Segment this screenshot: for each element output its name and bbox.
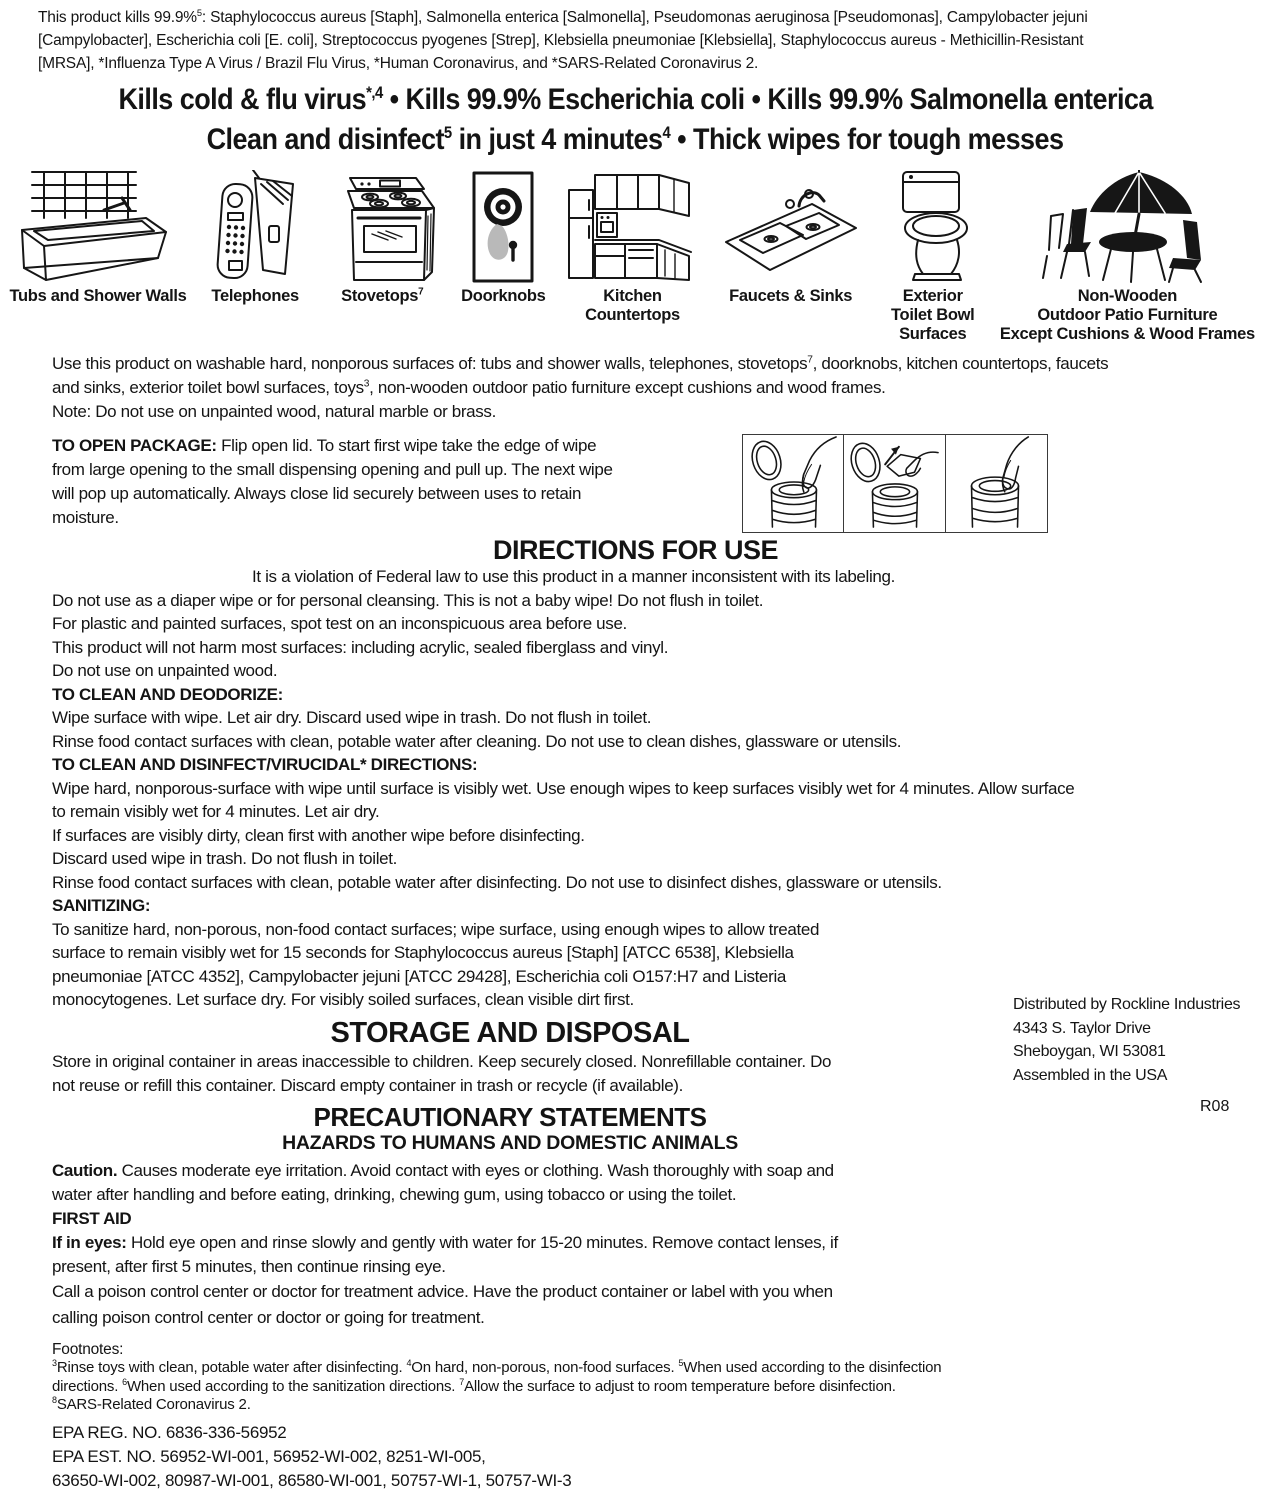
telephone-icon bbox=[203, 170, 307, 284]
footnotes-label: Footnotes: bbox=[52, 1340, 124, 1358]
directions-line: For plastic and painted surfaces, spot test on an inconspicuous area before use. bbox=[52, 614, 627, 633]
surface-label-faucets bbox=[729, 287, 852, 306]
telephone-icon-box bbox=[203, 170, 307, 284]
surface-label-line bbox=[211, 287, 298, 306]
open-package-line bbox=[52, 506, 742, 530]
surface-label-line bbox=[1000, 325, 1255, 344]
surface-label-line bbox=[1000, 287, 1255, 306]
surface-label-line bbox=[891, 306, 974, 325]
text-segment: [Campylobacter], Escherichia coli [E. coli], Streptococcus pyogenes [Strep], Klebsiella pneumoniae [Klebsiella], Staphylococcus aureus - Methicillin-Resistant bbox=[38, 32, 1084, 49]
directions-line: Wipe hard, nonporous-surface with wipe until surface is visibly wet. Use enough wipes to keep surfaces visibly wet for 4 minutes. Allow surface bbox=[52, 778, 1075, 798]
superscript: 7 bbox=[807, 354, 813, 366]
superscript: 8 bbox=[52, 1395, 57, 1405]
surface-label-line bbox=[585, 287, 680, 306]
storage-line: Store in original container in areas inaccessible to children. Keep securely closed. Nonrefillable container. Do bbox=[52, 1051, 832, 1071]
directions-line: monocytogenes. Let surface dry. For visibly soiled surfaces, clean visible dirt first. bbox=[52, 990, 634, 1009]
directions-line: Rinse food contact surfaces with clean, potable water after disinfecting. Do not use to disinfect dishes, glassware or utensils. bbox=[52, 872, 942, 892]
caution-paragraph bbox=[0, 1159, 1271, 1207]
surface-label-telephones bbox=[211, 287, 298, 306]
open-package-line bbox=[52, 434, 742, 458]
directions-line: TO CLEAN AND DEODORIZE: bbox=[52, 684, 283, 704]
text-segment: Note: Do not use on unpainted wood, natural marble or brass. bbox=[52, 402, 496, 421]
text-segment: Stovetops bbox=[341, 287, 419, 305]
text-segment: Call a poison control center or doctor for treatment advice. Have the product container or label with you when bbox=[52, 1281, 833, 1301]
stovetop-icon bbox=[322, 170, 442, 284]
text-segment: This product kills 99.9% bbox=[38, 9, 197, 26]
footnote-line bbox=[52, 1359, 1271, 1378]
if-in-eyes-line bbox=[52, 1255, 1271, 1279]
surface-item-stovetops bbox=[322, 170, 442, 306]
poison-control-line bbox=[52, 1305, 1271, 1331]
text-segment: Use this product on washable hard, nonporous surfaces of: tubs and shower walls, telephones, stovetops bbox=[52, 354, 808, 373]
surface-label-line bbox=[585, 306, 680, 325]
text-segment: Doorknobs bbox=[461, 287, 546, 305]
intro-line bbox=[38, 6, 1271, 29]
text-segment: : Staphylococcus aureus [Staph], Salmonella enterica [Salmonella], Pseudomonas aeruginosa [Pseudomonas], Campylobacter jejuni bbox=[201, 9, 1088, 26]
bold-lead: If in eyes: bbox=[52, 1232, 127, 1252]
if-in-eyes-paragraph bbox=[0, 1231, 1271, 1279]
toilet-icon-box bbox=[881, 170, 985, 284]
text-segment: Hold eye open and rinse slowly and gently with water for 15-20 minutes. Remove contact lenses, if bbox=[126, 1232, 838, 1252]
text-segment: moisture. bbox=[52, 508, 119, 527]
surface-label-kitchen bbox=[585, 287, 680, 325]
surface-icons-row bbox=[0, 160, 1271, 344]
text-segment: Kitchen bbox=[603, 287, 662, 305]
text-segment: Rinse toys with clean, potable water after disinfecting. bbox=[56, 1359, 407, 1376]
text-segment: [MRSA], *Influenza Type A Virus / Brazil Flu Virus, *Human Coronavirus, and *SARS-Related Coronavirus 2. bbox=[38, 55, 759, 72]
faucet-sink-icon bbox=[716, 184, 866, 284]
text-segment: • Thick wipes for tough messes bbox=[670, 123, 1064, 156]
directions-line: surface to remain visibly wet for 15 seconds for Staphylococcus aureus [Staph] [ATCC 6538], Klebsiella bbox=[52, 943, 794, 962]
hazards-subtitle: HAZARDS TO HUMANS AND DOMESTIC ANIMALS bbox=[282, 1131, 738, 1154]
open-package-section bbox=[0, 434, 1271, 533]
headline-line bbox=[207, 120, 1064, 160]
superscript: 6 bbox=[122, 1376, 127, 1387]
superscript: 4 bbox=[406, 1358, 412, 1368]
directions-line: TO CLEAN AND DISINFECT/VIRUCIDAL* DIRECTIONS: bbox=[52, 755, 478, 774]
text-segment: Countertops bbox=[585, 306, 680, 324]
doorknob-icon-box bbox=[457, 170, 549, 284]
distributor-line: 4343 S. Taylor Drive bbox=[1013, 1019, 1151, 1037]
text-segment: On hard, non-porous, non-food surfaces. bbox=[411, 1359, 679, 1376]
superscript: 5 bbox=[678, 1358, 684, 1368]
epa-line: 63650-WI-002, 80987-WI-001, 86580-WI-001, 50757-WI-1, 50757-WI-3 bbox=[52, 1470, 572, 1490]
text-segment: Toilet Bowl bbox=[891, 306, 975, 324]
text-segment: and sinks, exterior toilet bowl surfaces, toys bbox=[52, 378, 364, 397]
toilet-icon bbox=[881, 170, 985, 284]
directions-line: Discard used wipe in trash. Do not flush in toilet. bbox=[52, 849, 397, 868]
first-aid-label: FIRST AID bbox=[52, 1208, 132, 1228]
text-segment: Allow the surface to adjust to room temperature before disinfection. bbox=[464, 1377, 896, 1395]
usage-line bbox=[52, 376, 1271, 400]
kitchen-countertop-icon-box bbox=[565, 170, 701, 284]
text-segment: Flip open lid. To start first wipe take the edge of wipe bbox=[216, 436, 597, 455]
surface-label-line bbox=[1000, 306, 1255, 325]
text-segment: water after handling and before eating, drinking, chewing gum, using tobacco or using the toilet. bbox=[52, 1184, 737, 1204]
doorknob-icon bbox=[457, 170, 549, 284]
directions-lines bbox=[0, 565, 1271, 1012]
bold-lead: TO OPEN PACKAGE: bbox=[52, 436, 217, 455]
patio-furniture-icon bbox=[1027, 170, 1227, 284]
directions-line: Do not use on unpainted wood. bbox=[52, 661, 278, 680]
if-in-eyes-line bbox=[52, 1231, 1271, 1255]
distributor-line: Assembled in the USA bbox=[1013, 1066, 1168, 1084]
text-segment: Non-Wooden bbox=[1077, 287, 1178, 305]
caution-line bbox=[52, 1159, 1271, 1183]
footnote-line bbox=[52, 1396, 1271, 1415]
directions-line: to remain visibly wet for 4 minutes. Let air dry. bbox=[52, 802, 380, 821]
patio-furniture-icon-box bbox=[1027, 170, 1227, 284]
text-segment: SARS-Related Coronavirus 2. bbox=[56, 1396, 251, 1413]
superscript: 3 bbox=[52, 1358, 57, 1368]
text-segment: When used according to the sanitization directions. bbox=[126, 1377, 460, 1395]
text-segment: , non-wooden outdoor patio furniture except cushions and wood frames. bbox=[369, 378, 886, 397]
poison-control-line bbox=[52, 1279, 1271, 1305]
footnotes-lines bbox=[52, 1359, 1271, 1415]
stovetop-icon-box bbox=[322, 170, 442, 284]
surface-label-stovetops bbox=[341, 287, 423, 306]
footnotes-section bbox=[0, 1341, 1271, 1415]
text-segment: Surfaces bbox=[899, 325, 967, 343]
text-segment: Tubs and Shower Walls bbox=[9, 287, 187, 305]
epa-line: EPA EST. NO. 56952-WI-001, 56952-WI-002, 8251-WI-005, bbox=[52, 1446, 486, 1466]
bold-lead: Caution. bbox=[52, 1160, 118, 1180]
superscript: 5 bbox=[444, 124, 453, 142]
open-package-step-3 bbox=[945, 434, 1048, 533]
distributor-line: Distributed by Rockline Industries bbox=[1013, 996, 1241, 1013]
superscript: 7 bbox=[418, 286, 424, 298]
text-segment: • Kills 99.9% Escherichia coli • Kills 99.9% Salmonella enterica bbox=[382, 83, 1153, 116]
surface-label-line bbox=[891, 325, 974, 344]
text-segment: , doorknobs, kitchen countertops, faucets bbox=[812, 354, 1109, 373]
superscript: 5 bbox=[196, 7, 202, 18]
text-segment: Telephones bbox=[211, 287, 299, 305]
text-segment: calling poison control center or doctor or going for treatment. bbox=[52, 1307, 485, 1327]
text-segment: Except Cushions & Wood Frames bbox=[999, 325, 1255, 343]
usage-line bbox=[52, 352, 1271, 376]
directions-line: It is a violation of Federal law to use this product in a manner inconsistent with its labeling. bbox=[252, 567, 895, 586]
caution-line bbox=[52, 1183, 1271, 1207]
surface-label-line bbox=[9, 287, 186, 306]
text-segment: will pop up automatically. Always close lid securely between uses to retain bbox=[52, 484, 582, 503]
open-package-step-2 bbox=[843, 434, 946, 533]
intro-line bbox=[38, 29, 1271, 52]
epa-line: EPA REG. NO. 6836-336-56952 bbox=[52, 1422, 287, 1442]
precautionary-title: PRECAUTIONARY STATEMENTS bbox=[313, 1101, 707, 1132]
open-package-illustration bbox=[742, 434, 1048, 533]
revision-code: R08 bbox=[1200, 1098, 1230, 1115]
superscript: 4 bbox=[662, 124, 671, 142]
distributor-line: Sheboygan, WI 53081 bbox=[1013, 1043, 1166, 1060]
text-segment: in just 4 minutes bbox=[452, 123, 663, 156]
text-segment: from large opening to the small dispensing opening and pull up. The next wipe bbox=[52, 460, 613, 479]
text-segment: Kills cold & flu virus bbox=[118, 83, 366, 116]
text-segment: Outdoor Patio Furniture bbox=[1037, 306, 1218, 324]
directions-line: SANITIZING: bbox=[52, 896, 151, 915]
text-segment: Causes moderate eye irritation. Avoid contact with eyes or clothing. Wash thoroughly with soap and bbox=[117, 1160, 834, 1180]
directions-line: Rinse food contact surfaces with clean, potable water after cleaning. Do not use to clean dishes, glassware or utensils. bbox=[52, 731, 902, 751]
open-package-step-1 bbox=[742, 434, 845, 533]
usage-line bbox=[52, 400, 1271, 424]
surface-label-line bbox=[729, 287, 852, 306]
surface-label-line bbox=[341, 287, 423, 306]
surface-label-line bbox=[461, 287, 545, 306]
superscript: 7 bbox=[459, 1376, 465, 1387]
surface-label-toilet bbox=[891, 287, 974, 344]
faucet-sink-icon-box bbox=[716, 170, 866, 284]
distributor-block bbox=[1013, 993, 1240, 1087]
text-segment: present, after first 5 minutes, then continue rinsing eye. bbox=[52, 1256, 446, 1276]
directions-line: pneumoniae [ATCC 4352], Campylobacter jejuni [ATCC 29428], Escherichia coli O157:H7 and Listeria bbox=[52, 966, 786, 986]
surface-label-patio bbox=[1000, 287, 1255, 344]
text-segment: Clean and disinfect bbox=[207, 123, 445, 156]
text-segment: When used according to the disinfection bbox=[683, 1359, 942, 1376]
surface-item-tubs bbox=[8, 170, 188, 306]
surface-item-faucets bbox=[716, 170, 866, 306]
kills-claims-paragraph bbox=[0, 0, 1271, 75]
storage-title: STORAGE AND DISPOSAL bbox=[330, 1016, 690, 1049]
epa-registration bbox=[0, 1421, 1271, 1493]
directions-line: Do not use as a diaper wipe or for personal cleansing. This is not a baby wipe! Do not flush in toilet. bbox=[52, 590, 764, 610]
kitchen-countertop-icon bbox=[565, 170, 701, 284]
surface-label-line bbox=[891, 287, 974, 306]
surface-item-toilet bbox=[881, 170, 985, 344]
surface-item-kitchen bbox=[565, 170, 701, 325]
surface-label-doorknobs bbox=[461, 287, 545, 306]
open-package-paragraph bbox=[52, 434, 742, 530]
directions-line: This product will not harm most surfaces: including acrylic, sealed fiberglass and vinyl. bbox=[52, 637, 669, 657]
open-package-line bbox=[52, 458, 742, 482]
storage-line: not reuse or refill this container. Discard empty container in trash or recycle (if available). bbox=[52, 1075, 683, 1095]
text-segment: Faucets & Sinks bbox=[729, 287, 853, 305]
headline bbox=[0, 80, 1271, 160]
superscript: 3 bbox=[363, 378, 370, 390]
directions-line: If surfaces are visibly dirty, clean first with another wipe before disinfecting. bbox=[52, 825, 585, 845]
surface-item-doorknobs bbox=[457, 170, 549, 306]
directions-line: To sanitize hard, non-porous, non-food contact surfaces; wipe surface, using enough wipes to allow treated bbox=[52, 919, 820, 939]
surface-item-patio bbox=[1000, 170, 1255, 344]
superscript: *,4 bbox=[365, 84, 383, 102]
headline-line bbox=[118, 80, 1152, 120]
footnote-line bbox=[52, 1378, 1271, 1397]
open-package-line bbox=[52, 482, 742, 506]
directions-line: Wipe surface with wipe. Let air dry. Discard used wipe in trash. Do not flush in toilet. bbox=[52, 708, 652, 727]
text-segment: directions. bbox=[52, 1377, 123, 1395]
intro-line bbox=[38, 52, 1271, 75]
tub-icon-box bbox=[8, 170, 188, 284]
text-segment: Exterior bbox=[902, 287, 963, 305]
poison-control-paragraph bbox=[0, 1279, 1271, 1331]
directions-title: DIRECTIONS FOR USE bbox=[492, 535, 779, 565]
usage-paragraph bbox=[0, 352, 1271, 424]
surface-item-telephones bbox=[203, 170, 307, 306]
tub-icon bbox=[8, 170, 188, 284]
surface-label-tubs bbox=[9, 287, 186, 306]
